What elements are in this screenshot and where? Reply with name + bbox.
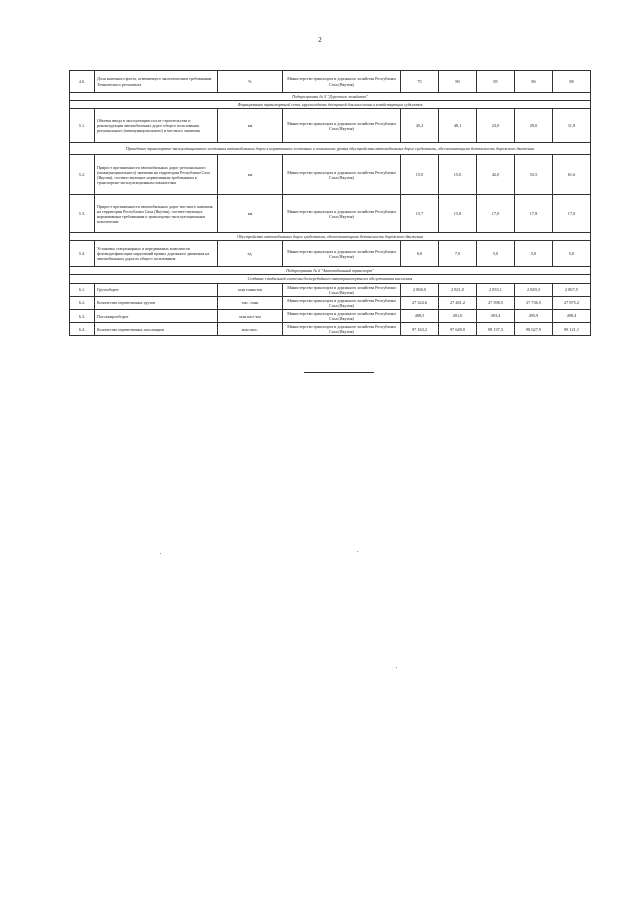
indicator-value: 7,0: [439, 241, 477, 267]
responsible-executor: Министерство транспорта и дорожного хозяйства Республики Саха (Якутия): [283, 296, 401, 309]
indicator-value: 11,9: [553, 109, 591, 143]
indicator-value: 5,0: [477, 241, 515, 267]
indicator-value: 99 121,1: [553, 323, 591, 336]
table-row: [70, 283, 591, 296]
unit-of-measure: км: [218, 155, 283, 195]
indicator-value: 75: [401, 71, 439, 93]
responsible-executor: Министерство транспорта и дорожного хозяйства Республики Саха (Якутия): [283, 109, 401, 143]
unit-of-measure: тыс. тонн: [218, 296, 283, 309]
unit-of-measure: %: [218, 71, 283, 93]
table-row: [70, 195, 591, 233]
indicator-value: 493,4: [477, 309, 515, 322]
end-of-table-line: [304, 372, 374, 373]
indicator-value: 53,5: [515, 155, 553, 195]
indicator-value: 491,0: [439, 309, 477, 322]
indicator-name: Количество перевезенных пассажиров: [95, 323, 218, 336]
indicator-value: 488,5: [401, 309, 439, 322]
indicator-value: 27 875,2: [553, 296, 591, 309]
indicator-value: 88: [553, 71, 591, 93]
indicators-table: [69, 70, 591, 336]
indicator-value: 6,0: [401, 241, 439, 267]
indicator-name: Пассажирооборот: [95, 309, 218, 322]
section-row: [70, 267, 591, 275]
table-row: [70, 296, 591, 309]
scan-speck: [357, 551, 358, 552]
row-number: 6.2.: [70, 296, 95, 309]
table-row: [70, 71, 591, 93]
section-heading: Формирование транспортной сети, круглогодично доступной для населения и хозяйствующих субъектов: [70, 101, 591, 109]
table-row: [70, 241, 591, 267]
responsible-executor: Министерство транспорта и дорожного хозяйства Республики Саха (Якутия): [283, 283, 401, 296]
indicator-value: 27 461,2: [439, 296, 477, 309]
table-row: [70, 109, 591, 143]
indicator-value: 97 163,2: [401, 323, 439, 336]
responsible-executor: Министерство транспорта и дорожного хозяйства Республики Саха (Якутия): [283, 195, 401, 233]
indicator-name: Количество перевезенных грузов: [95, 296, 218, 309]
section-heading: Подпрограмма № 6 "Автомобильный транспорт": [70, 267, 591, 275]
indicator-name: Прирост протяженности автомобильных дорог местного значения на территории Республики Саха (Якутия), соответствующих нормативным требованиям к транспортно-эксплуатационным показателям: [95, 195, 218, 233]
indicator-value: 29,0: [515, 109, 553, 143]
row-number: 4.6.: [70, 71, 95, 93]
table-row: [70, 309, 591, 322]
indicator-value: 17,8: [515, 195, 553, 233]
section-heading: Приведение транспортно-эксплуатационного состояния автомобильных дорог в нормативное состояние и повышение уровня обустройства автомобильных дорог средствами, обеспечивающими безопасность дорожного движения: [70, 143, 591, 155]
indicator-value: 498,4: [553, 309, 591, 322]
indicator-value: 2 867,5: [553, 283, 591, 296]
indicator-name: Доля наземного флота, отвечающего экологическим требованиям Технического регламента: [95, 71, 218, 93]
unit-of-measure: млн пасс.: [218, 323, 283, 336]
indicator-value: 86: [515, 71, 553, 93]
scan-speck: [396, 667, 397, 668]
indicator-value: 27 598,5: [477, 296, 515, 309]
row-number: 5.3.: [70, 195, 95, 233]
responsible-executor: Министерство транспорта и дорожного хозяйства Республики Саха (Якутия): [283, 155, 401, 195]
indicator-value: 15,8: [439, 195, 477, 233]
section-heading: Обустройство автомобильных дорог средствами, обеспечивающими безопасность дорожного движения: [70, 233, 591, 241]
section-row: [70, 143, 591, 155]
row-number: 6.1.: [70, 283, 95, 296]
indicator-value: 495,9: [515, 309, 553, 322]
indicator-value: 45,2: [401, 109, 439, 143]
indicator-value: 5,0: [515, 241, 553, 267]
row-number: 6.3.: [70, 309, 95, 322]
indicator-name: Грузооборот: [95, 283, 218, 296]
indicator-value: 98 137,3: [477, 323, 515, 336]
indicator-value: 5,0: [553, 241, 591, 267]
indicator-value: 27 324,6: [401, 296, 439, 309]
indicator-name: Установка стационарных и передвижных комплексов фотовидеофиксации нарушений правил дорожного движения на автомобильных дорогах общего пользования: [95, 241, 218, 267]
responsible-executor: Министерство транспорта и дорожного хозяйства Республики Саха (Якутия): [283, 323, 401, 336]
indicator-value: 15,0: [439, 155, 477, 195]
indicator-value: 98 627,9: [515, 323, 553, 336]
section-heading: Подпрограмма № 5 "Дорожное хозяйство": [70, 93, 591, 101]
row-number: 5.2.: [70, 155, 95, 195]
section-heading: Создание стабильной системы бесперебойного автотранспортного обслуживания населения: [70, 275, 591, 283]
indicator-value: 15,7: [401, 195, 439, 233]
section-row: [70, 233, 591, 241]
section-row: [70, 93, 591, 101]
unit-of-measure: млн пасс-км: [218, 309, 283, 322]
indicator-value: 2 849,3: [515, 283, 553, 296]
unit-of-measure: ед.: [218, 241, 283, 267]
indicator-value: 61,6: [553, 155, 591, 195]
row-number: 5.4.: [70, 241, 95, 267]
indicator-value: 48,1: [439, 109, 477, 143]
indicator-value: 2 821,0: [439, 283, 477, 296]
section-row: [70, 101, 591, 109]
scan-speck: [160, 553, 161, 554]
responsible-executor: Министерство транспорта и дорожного хозяйства Республики Саха (Якутия): [283, 309, 401, 322]
indicator-value: 2 835,1: [477, 283, 515, 296]
indicator-value: 15,0: [401, 155, 439, 195]
table-row: [70, 323, 591, 336]
indicator-value: 85: [477, 71, 515, 93]
indicator-value: 97 649,0: [439, 323, 477, 336]
row-number: 6.4.: [70, 323, 95, 336]
unit-of-measure: млн тонно-км: [218, 283, 283, 296]
responsible-executor: Министерство транспорта и дорожного хозяйства Республики Саха (Якутия): [283, 241, 401, 267]
indicator-value: 17,0: [477, 195, 515, 233]
indicator-name: Прирост протяженности автомобильных дорог регионального (межмуниципального) значения на территории Республики Саха (Якутия), соответствующих нормативным требованиям к транспортно-эксплуатационным показателям: [95, 155, 218, 195]
indicator-value: 23,0: [477, 109, 515, 143]
row-number: 5.1.: [70, 109, 95, 143]
indicator-value: 17,0: [553, 195, 591, 233]
indicator-value: 2 806,0: [401, 283, 439, 296]
unit-of-measure: км: [218, 109, 283, 143]
section-row: [70, 275, 591, 283]
unit-of-measure: км: [218, 195, 283, 233]
indicator-name: Объемы ввода в эксплуатацию после строительства и реконструкции автомобильных дорог общего пользования регионального (межмуниципального) и местного значения: [95, 109, 218, 143]
indicator-value: 27 736,5: [515, 296, 553, 309]
indicator-value: 80: [439, 71, 477, 93]
table-row: [70, 155, 591, 195]
page-number: 2: [318, 36, 322, 44]
indicator-value: 42,0: [477, 155, 515, 195]
responsible-executor: Министерство транспорта и дорожного хозяйства Республики Саха (Якутия): [283, 71, 401, 93]
